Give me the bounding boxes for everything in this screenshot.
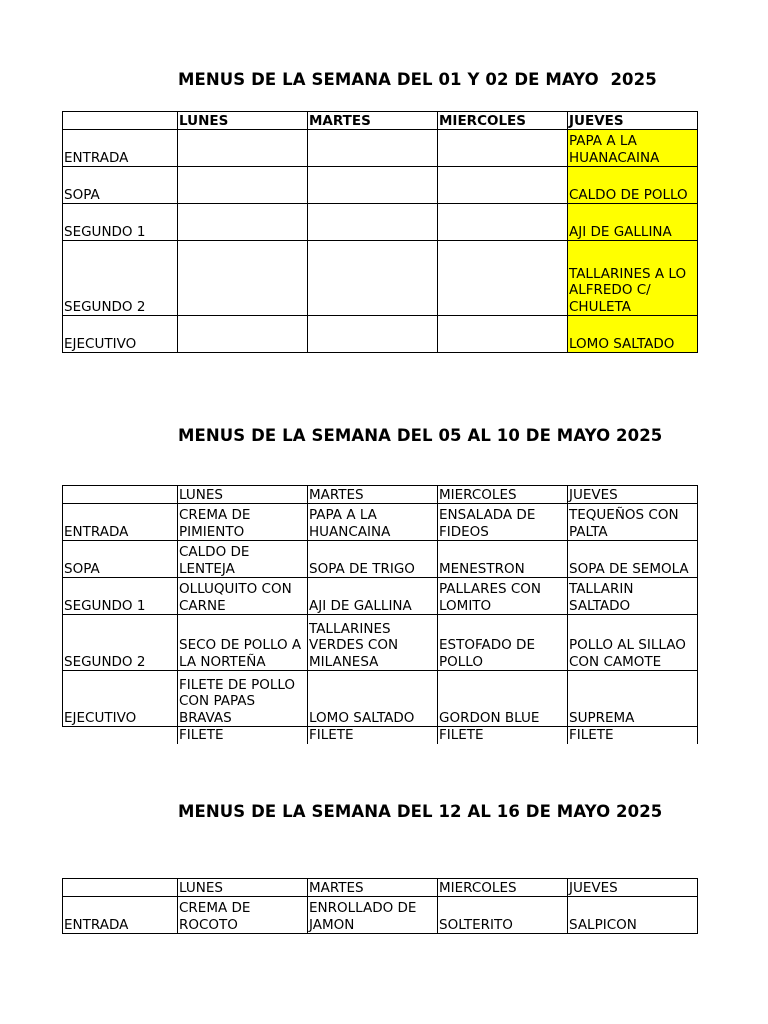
table-cell xyxy=(178,204,308,241)
table-cell: AJI DE GALLINA xyxy=(308,578,438,615)
header-cell: MARTES xyxy=(308,486,438,504)
row-label: SOPA xyxy=(63,167,178,204)
table-row xyxy=(63,671,698,727)
section-title: MENUS DE LA SEMANA DEL 12 AL 16 DE MAYO 2025 xyxy=(178,802,663,821)
table-cell: SUPREMA xyxy=(568,671,698,727)
header-cell xyxy=(63,112,178,130)
row-label: EJECUTIVO xyxy=(63,671,178,727)
header-cell: MARTES xyxy=(308,112,438,130)
table-cell: LOMO SALTADO xyxy=(568,316,698,353)
table-cell xyxy=(308,204,438,241)
table-cell xyxy=(178,130,308,167)
table-row xyxy=(63,727,698,744)
row-label: SEGUNDO 1 xyxy=(63,204,178,241)
row-label: SOPA xyxy=(63,541,178,578)
table-cell xyxy=(308,316,438,353)
table-cell xyxy=(308,130,438,167)
table-cell xyxy=(438,130,568,167)
table-row xyxy=(63,130,698,167)
table-cell: PAPA A LA HUANACAINA xyxy=(568,130,698,167)
table-header-row xyxy=(63,112,698,130)
table-cell: PAPA A LA HUANCAINA xyxy=(308,504,438,541)
menu-table xyxy=(62,111,698,353)
table-cell: FILETE xyxy=(178,727,308,744)
table-cell: FILETE xyxy=(438,727,568,744)
header-cell: MIERCOLES xyxy=(438,879,568,897)
table-cell: ESTOFADO DE POLLO xyxy=(438,615,568,671)
table-cell: FILETE DE POLLO CON PAPAS BRAVAS xyxy=(178,671,308,727)
row-label: SEGUNDO 2 xyxy=(63,615,178,671)
table-row xyxy=(63,167,698,204)
table-cell: TALLARIN SALTADO xyxy=(568,578,698,615)
table-cell: CALDO DE POLLO xyxy=(568,167,698,204)
table-row xyxy=(63,541,698,578)
table-cell xyxy=(438,316,568,353)
section-title: MENUS DE LA SEMANA DEL 05 AL 10 DE MAYO 2025 xyxy=(178,426,663,445)
table-cell: PALLARES CON LOMITO xyxy=(438,578,568,615)
table-row xyxy=(63,504,698,541)
row-label: ENTRADA xyxy=(63,130,178,167)
table-header-row xyxy=(63,879,698,897)
table-cell xyxy=(308,167,438,204)
table-cell: ENROLLADO DE JAMON xyxy=(308,897,438,934)
header-cell: MIERCOLES xyxy=(438,486,568,504)
table-cell: GORDON BLUE xyxy=(438,671,568,727)
table-cell: CREMA DE PIMIENTO xyxy=(178,504,308,541)
table-cell: SECO DE POLLO A LA NORTEÑA xyxy=(178,615,308,671)
menu-table xyxy=(62,878,698,934)
table-cell: AJI DE GALLINA xyxy=(568,204,698,241)
table-cell: CALDO DE LENTEJA xyxy=(178,541,308,578)
table-cell xyxy=(178,316,308,353)
table-cell: SOPA DE SEMOLA xyxy=(568,541,698,578)
row-label: ENTRADA xyxy=(63,504,178,541)
table-cell xyxy=(438,241,568,316)
row-label: SEGUNDO 2 xyxy=(63,241,178,316)
table-cell: MENESTRON xyxy=(438,541,568,578)
header-cell: JUEVES xyxy=(568,112,698,130)
row-label: ENTRADA xyxy=(63,897,178,934)
table-cell xyxy=(178,167,308,204)
header-cell xyxy=(63,486,178,504)
table-row xyxy=(63,241,698,316)
menu-table xyxy=(62,485,698,744)
table-cell: SOLTERITO xyxy=(438,897,568,934)
table-cell: TALLARINES A LO ALFREDO C/ CHULETA xyxy=(568,241,698,316)
header-cell: MARTES xyxy=(308,879,438,897)
table-row xyxy=(63,204,698,241)
table-cell: TEQUEÑOS CON PALTA xyxy=(568,504,698,541)
table-cell: SALPICON xyxy=(568,897,698,934)
table-cell: FILETE xyxy=(308,727,438,744)
row-label: SEGUNDO 1 xyxy=(63,578,178,615)
row-label xyxy=(63,727,178,744)
header-cell: LUNES xyxy=(178,486,308,504)
table-row xyxy=(63,316,698,353)
table-cell: CREMA DE ROCOTO xyxy=(178,897,308,934)
header-cell: LUNES xyxy=(178,112,308,130)
table-row xyxy=(63,897,698,934)
table-header-row xyxy=(63,486,698,504)
table-cell xyxy=(308,241,438,316)
table-cell: SOPA DE TRIGO xyxy=(308,541,438,578)
table-cell: POLLO AL SILLAO CON CAMOTE xyxy=(568,615,698,671)
table-cell xyxy=(438,167,568,204)
table-row xyxy=(63,615,698,671)
row-label: EJECUTIVO xyxy=(63,316,178,353)
table-cell: LOMO SALTADO xyxy=(308,671,438,727)
header-cell xyxy=(63,879,178,897)
header-cell: LUNES xyxy=(178,879,308,897)
table-cell: OLLUQUITO CON CARNE xyxy=(178,578,308,615)
table-cell xyxy=(178,241,308,316)
table-cell: FILETE xyxy=(568,727,698,744)
section-title: MENUS DE LA SEMANA DEL 01 Y 02 DE MAYO 2025 xyxy=(178,70,657,89)
table-row xyxy=(63,578,698,615)
header-cell: JUEVES xyxy=(568,879,698,897)
header-cell: JUEVES xyxy=(568,486,698,504)
table-cell xyxy=(438,204,568,241)
table-cell: ENSALADA DE FIDEOS xyxy=(438,504,568,541)
header-cell: MIERCOLES xyxy=(438,112,568,130)
table-cell: TALLARINES VERDES CON MILANESA xyxy=(308,615,438,671)
